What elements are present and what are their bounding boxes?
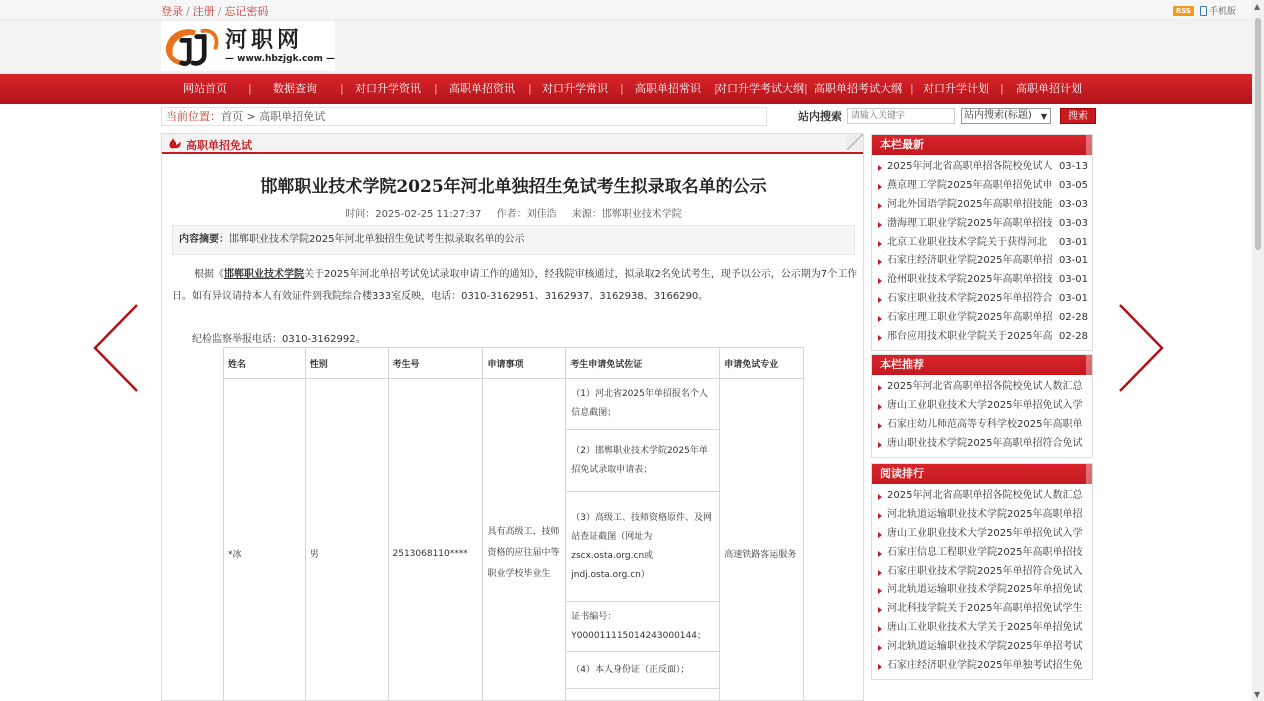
- cell-gender: 男: [305, 379, 388, 701]
- scroll-up-icon[interactable]: ▲: [1254, 2, 1261, 11]
- site-logo[interactable]: [161, 21, 335, 71]
- table-row: [224, 379, 804, 430]
- nav-item[interactable]: | 对口升学资讯: [341, 74, 435, 104]
- th-major: 申请免试专业: [720, 348, 804, 379]
- top-right-tools: [1173, 4, 1236, 17]
- nav-item[interactable]: | 高职单招计划: [1001, 74, 1097, 104]
- list-item[interactable]: [876, 416, 1088, 435]
- para-text: 关于2025年河北单招考试免试录取申请工作的通知》，经我院审核通过，拟录取2名免试考生，现予以公示，公示期为7个工作日。如有异议请持本人有效证件到我院综合楼333室反映，电话：0310-3162951、3162937、3162938、3166290。: [172, 269, 858, 302]
- list-item[interactable]: [876, 525, 1088, 544]
- chevron-right-icon[interactable]: [1115, 303, 1165, 393]
- cell-exam-no: 2513068110****: [388, 379, 483, 701]
- article-source: 来源：邯郸职业技术学院: [571, 209, 682, 220]
- search-input[interactable]: [847, 108, 955, 124]
- article-summary: [172, 225, 855, 255]
- cell-item: 具有高级工、技师资格的应往届中等职业学校毕业生: [483, 379, 566, 701]
- list-item-date: 02-28: [1058, 331, 1088, 343]
- th-exam-no: 考生号: [388, 348, 483, 379]
- breadcrumb-separator: >: [243, 110, 260, 123]
- logo-mark-icon: [161, 22, 223, 70]
- list-item-date: 03-01: [1058, 274, 1088, 286]
- table-header-row: [224, 348, 804, 379]
- th-item: 申请事项: [483, 348, 566, 379]
- cell-major: 高速铁路客运服务: [720, 379, 804, 701]
- list-item-title: 河北外国语学院2025年高职单招技能: [887, 198, 1053, 210]
- login-link[interactable]: 登录: [161, 5, 183, 18]
- article-meta: [162, 205, 864, 220]
- sidebar-ranking-title: 阅读排行: [872, 464, 1092, 484]
- nav-item[interactable]: | 对口升学常识: [529, 74, 621, 104]
- logo-url: — www.hbzjgk.com —: [225, 54, 335, 64]
- list-item[interactable]: [876, 397, 1088, 416]
- list-item[interactable]: [876, 581, 1088, 600]
- admission-table: [223, 347, 804, 701]
- summary-text: 邯郸职业技术学院2025年河北单独招生免试考生拟录取名单的公示: [229, 234, 525, 245]
- scroll-down-icon[interactable]: ▼: [1254, 690, 1261, 699]
- list-item[interactable]: [876, 506, 1088, 525]
- list-item[interactable]: [876, 638, 1088, 657]
- nav-item[interactable]: | 数据查询: [249, 74, 341, 104]
- list-item-title: 河北轨道运输职业技术学院2025年高职单招: [887, 508, 1083, 520]
- list-item-date: 03-01: [1058, 236, 1088, 248]
- search-label: 站内搜索: [798, 110, 842, 123]
- nav-item[interactable]: | 高职单招资讯: [435, 74, 529, 104]
- cell-proof: [566, 689, 720, 701]
- chevron-left-icon[interactable]: [92, 303, 142, 393]
- list-item[interactable]: [876, 619, 1088, 638]
- list-item-title: 唐山工业职业技术大学关于2025年单招免试: [887, 622, 1083, 634]
- scrollbar-thumb[interactable]: [1255, 18, 1261, 250]
- section-title: 高职单招免试: [186, 139, 252, 152]
- search-scope-select[interactable]: [961, 108, 1051, 124]
- list-item-date: 03-03: [1058, 217, 1088, 229]
- mobile-icon: [1200, 6, 1207, 16]
- list-item-title: 2025年河北省高职单招各院校免试人数汇总: [887, 490, 1083, 501]
- list-item-title: 唐山职业技术学院2025年高职单招符合免试: [887, 437, 1083, 449]
- nav-item[interactable]: | 对口升学计划: [911, 74, 1001, 104]
- breadcrumb: [161, 107, 767, 126]
- list-item-title: 石家庄幼儿师范高等专科学校2025年高职单: [887, 418, 1083, 430]
- list-item[interactable]: [876, 252, 1088, 271]
- list-item[interactable]: [876, 309, 1088, 328]
- mobile-link[interactable]: [1200, 4, 1236, 17]
- list-item-date: 03-03: [1058, 198, 1088, 210]
- th-proof: 考生申请免试佐证: [566, 348, 720, 379]
- list-item[interactable]: [876, 563, 1088, 582]
- list-item-title: 渤海理工职业学院2025年高职单招技: [887, 217, 1053, 229]
- sidebar-latest: [871, 134, 1093, 351]
- list-item-title: 燕京理工学院2025年高职单招免试申: [887, 179, 1053, 191]
- list-item[interactable]: [876, 544, 1088, 563]
- search-button[interactable]: 搜索: [1060, 108, 1096, 124]
- list-item-title: 2025年河北省高职单招各院校免试人数汇总: [887, 381, 1083, 392]
- breadcrumb-prefix: 当前位置：: [166, 110, 221, 123]
- list-item[interactable]: [876, 177, 1088, 196]
- list-item[interactable]: [876, 234, 1088, 253]
- separator: /: [217, 5, 222, 18]
- search-scope-value: 站内搜索(标题): [964, 110, 1032, 121]
- th-name: 姓名: [224, 348, 306, 379]
- cell-proof: （3）高级工、技师资格原件、及网站查证截图（网址为zscx.osta.org.cn或jndj.osta.org.cn）: [566, 492, 720, 602]
- list-item-date: 02-28: [1058, 312, 1088, 324]
- list-item[interactable]: [876, 328, 1088, 347]
- list-item-title: 石家庄职业技术学院2025年单招符合免试入: [887, 565, 1083, 577]
- nav-item[interactable]: | 对口升学考试大纲: [715, 74, 805, 104]
- cell-proof: （2）邯郸职业技术学院2025年单招免试录取申请表；: [566, 430, 720, 492]
- article-paragraph: [172, 264, 858, 308]
- separator: /: [186, 5, 190, 18]
- site-header: [0, 20, 1264, 74]
- list-item-title: 唐山工业职业技术大学2025年单招免试入学: [887, 527, 1083, 539]
- logo-name: 河职网: [225, 27, 304, 53]
- article-author: 作者：刘佳浩: [496, 209, 557, 220]
- article-time: 时间：2025-02-25 11:27:37: [345, 209, 482, 220]
- sidebar-ranking: [871, 463, 1093, 680]
- list-item-title: 邢台应用技术职业学院关于2025年高: [887, 331, 1053, 343]
- sidebar-recommend-title: 本栏推荐: [872, 355, 1092, 375]
- list-item[interactable]: [876, 196, 1088, 215]
- flame-icon: [168, 137, 182, 149]
- cell-name: *冰: [224, 379, 306, 701]
- section-header: [162, 134, 863, 154]
- rss-icon[interactable]: RSS: [1173, 6, 1194, 16]
- article-panel: [161, 133, 864, 701]
- list-item[interactable]: [876, 378, 1088, 397]
- cell-proof: （1）河北省2025年单招报名个人信息截图；: [566, 379, 720, 430]
- para-text: 根据《: [194, 269, 224, 280]
- account-links: [161, 3, 268, 19]
- list-item-title: 河北科技学院关于2025年高职单招免试学生: [887, 603, 1083, 615]
- list-item-date: 03-01: [1058, 255, 1088, 267]
- breadcrumb-current[interactable]: 高职单招免试: [259, 110, 326, 123]
- chevron-down-icon: ▼: [1040, 112, 1047, 121]
- forgot-password-link[interactable]: 忘记密码: [224, 5, 269, 18]
- sidebar-latest-title: 本栏最新: [872, 135, 1092, 155]
- summary-label: 内容摘要：: [179, 234, 229, 245]
- site-search: [798, 108, 1096, 124]
- article-title: 邯郸职业技术学院2025年河北单独招生免试考生拟录取名单的公示: [260, 177, 767, 197]
- list-item[interactable]: [876, 158, 1088, 177]
- list-item-title: 石家庄职业技术学院2025年单招符合: [887, 293, 1053, 305]
- list-item[interactable]: [876, 657, 1088, 676]
- list-item-title: 石家庄信息工程职业学院2025年高职单招技: [887, 546, 1083, 558]
- list-item-date: 03-05: [1058, 179, 1088, 191]
- main-nav: [0, 74, 1264, 104]
- list-item-date: 03-01: [1058, 293, 1088, 305]
- nav-item[interactable]: | 高职单招常识: [621, 74, 715, 104]
- college-link[interactable]: 邯郸职业技术学院: [224, 269, 304, 280]
- list-item[interactable]: [876, 487, 1088, 506]
- corner-decoration: [847, 134, 863, 150]
- th-gender: 性别: [305, 348, 388, 379]
- list-item[interactable]: [876, 215, 1088, 234]
- top-bar: [0, 0, 1264, 20]
- mobile-label: 手机版: [1208, 7, 1236, 17]
- list-item[interactable]: [876, 600, 1088, 619]
- list-item-title: 河北轨道运输职业技术学院2025年单招免试: [887, 584, 1083, 596]
- list-item[interactable]: [876, 271, 1088, 290]
- list-item-date: 03-13: [1058, 161, 1088, 172]
- list-item-title: 石家庄经济职业学院2025年高职单招: [887, 255, 1053, 267]
- list-item-title: 沧州职业技术学院2025年高职单招技: [887, 274, 1053, 286]
- list-item-title: 唐山工业职业技术大学2025年单招免试入学: [887, 399, 1083, 411]
- list-item[interactable]: [876, 290, 1088, 309]
- list-item-title: 2025年河北省高职单招各院校免试人: [887, 161, 1053, 172]
- supervision-phone: 纪检监察举报电话：0310-3162992。: [192, 334, 366, 345]
- page-scrollbar[interactable]: [1252, 0, 1264, 701]
- cell-proof: 证书编号：Y000011115014243000144；: [566, 602, 720, 652]
- list-item-title: 北京工业职业技术学院关于获得河北: [887, 236, 1047, 248]
- cell-proof: （4）本人身份证（正反面）；: [566, 652, 720, 689]
- sidebar-recommend: [871, 354, 1093, 458]
- breadcrumb-home-link[interactable]: 首页: [221, 110, 243, 123]
- list-item-title: 石家庄理工职业学院2025年高职单招: [887, 312, 1053, 324]
- list-item[interactable]: [876, 435, 1088, 454]
- nav-item[interactable]: 网站首页: [183, 82, 227, 95]
- register-link[interactable]: 注册: [192, 5, 215, 18]
- list-item-title: 河北轨道运输职业技术学院2025年单招考试: [887, 641, 1083, 653]
- list-item-title: 石家庄经济职业学院2025年单独考试招生免: [887, 660, 1083, 672]
- nav-item[interactable]: | 高职单招考试大纲: [805, 74, 911, 104]
